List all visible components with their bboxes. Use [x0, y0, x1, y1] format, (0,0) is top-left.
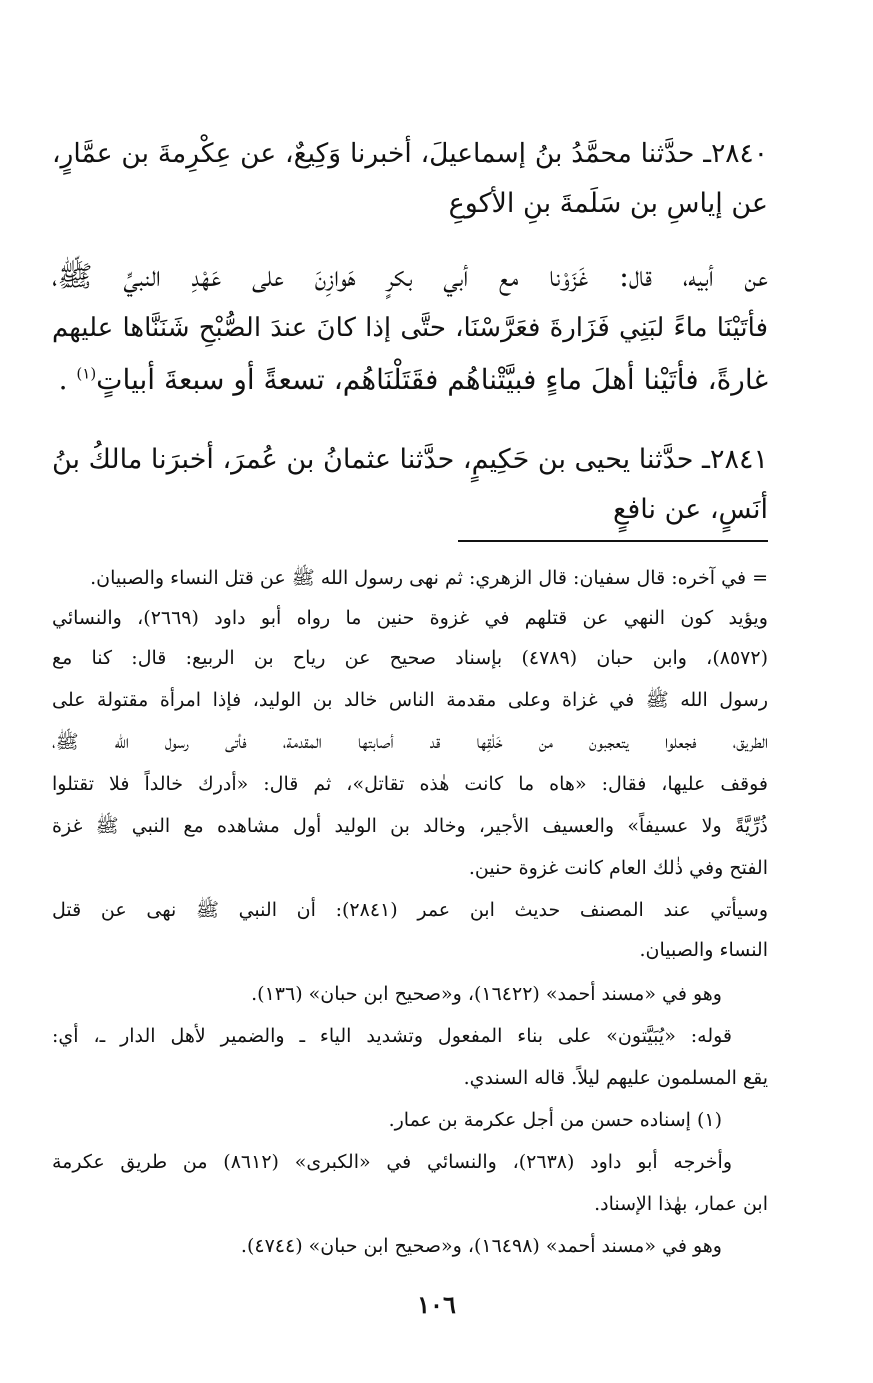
footnote-line: ذُرِّيَّةً ولا عسيفاً» والعسيف الأجير، وخالد بن الوليد أول مشاهده مع النبي ﷺ غزة — [52, 815, 768, 837]
footnote-separator — [458, 540, 768, 542]
footnote-line: قوله: «يُبَيَّتون» على بناء المفعول وتشديد الياء ـ والضمير لأهل الدار ـ، أي: — [52, 1025, 732, 1047]
footnote-line: رسول الله ﷺ في غزاة وعلى مقدمة الناس خالد بن الوليد، فإذا امرأة مقتولة على — [52, 689, 768, 711]
matn-2840-line-3-text: غارةً، فأتَيْنا أهلَ ماءٍ فبيَّتْناهُم فقَتَلْنَاهُم، تسعةً أو سبعةَ أبياتٍ — [96, 363, 768, 396]
footnote-ref-1: (١) — [76, 364, 97, 383]
page-number: ١٠٦ — [417, 1290, 456, 1319]
footnote-line: وهو في «مسند أحمد» (١٦٤٢٢)، و«صحيح ابن حبان» (١٣٦). — [251, 983, 722, 1005]
matn-2840-line-3-end: . — [58, 363, 77, 396]
hadith-2840-line-1: ٢٨٤٠ـ حدَّثنا محمَّدُ بنُ إسماعيلَ، أخبرنا وَكِيعٌ، عن عِكْرِمةَ بن عمَّارٍ، — [52, 138, 768, 169]
footnote-line: فوقف عليها، فقال: «هاه ما كانت هٰذه تقاتل»، ثم قال: «أدرك خالداً فلا تقتلوا — [52, 773, 768, 795]
hadith-2840-line-2: عن إياسِ بن سَلَمةَ بنِ الأكوعِ — [448, 188, 768, 219]
footnote-line: يقع المسلمون عليهم ليلاً. قاله السندي. — [463, 1067, 768, 1089]
footnote-line: = في آخره: قال سفيان: قال الزهري: ثم نهى رسول الله ﷺ عن قتل النساء والصبيان. — [90, 567, 768, 589]
footnote-line: (٨٥٧٢)، وابن حبان (٤٧٨٩) بإسناد صحيح عن رياح بن الربيع: قال: كنا مع — [52, 647, 768, 669]
footnote-line: النساء والصبيان. — [639, 939, 768, 961]
hadith-2841-line-2: أنَسٍ، عن نافعٍ — [613, 494, 768, 525]
hadith-2841-line-1: ٢٨٤١ـ حدَّثنا يحيى بن حَكِيمٍ، حدَّثنا عثمانُ بن عُمرَ، أخبرَنا مالكُ بنُ — [52, 444, 768, 475]
footnote-line: الفتح وفي ذٰلك العام كانت غزوة حنين. — [468, 857, 768, 879]
matn-2840-line-3 — [52, 354, 768, 406]
footnote-line: وأخرجه أبو داود (٢٦٣٨)، والنسائي في «الكبرى» (٨٦١٢) من طريق عكرمة — [52, 1151, 733, 1173]
footnote-line: ابن عمار، بهٰذا الإسناد. — [594, 1193, 768, 1215]
footnote-line: ويؤيد كون النهي عن قتلهم في غزوة حنين ما رواه أبو داود (٢٦٦٩)، والنسائي — [52, 607, 768, 629]
footnote-line: (١) إسناده حسن من أجل عكرمة بن عمار. — [388, 1109, 722, 1131]
matn-2840-line-1: عن أبيه، قال: غَزَوْنا مع أبي بكرٍ هَوازِنَ على عَهْدِ النبيِّ ﷺ، — [52, 259, 768, 293]
footnote-line: الطريق، فجعلوا يتعجبون من خَلْقِها قد أصابتها المقدمة، فأتى رسول الله ﷺ، — [52, 731, 768, 753]
footnote-line: وسيأتي عند المصنف حديث ابن عمر (٢٨٤١): أن النبي ﷺ نهى عن قتل — [52, 899, 768, 921]
footnote-line: وهو في «مسند أحمد» (١٦٤٩٨)، و«صحيح ابن حبان» (٤٧٤٤). — [240, 1235, 722, 1257]
matn-2840-line-2: فأتَيْنَا ماءً لبَنِي فَزَارةَ فعَرَّسْنَا، حتَّى إذا كانَ عندَ الصُّبْحِ شَنَنَّاها عليهم — [52, 313, 768, 343]
